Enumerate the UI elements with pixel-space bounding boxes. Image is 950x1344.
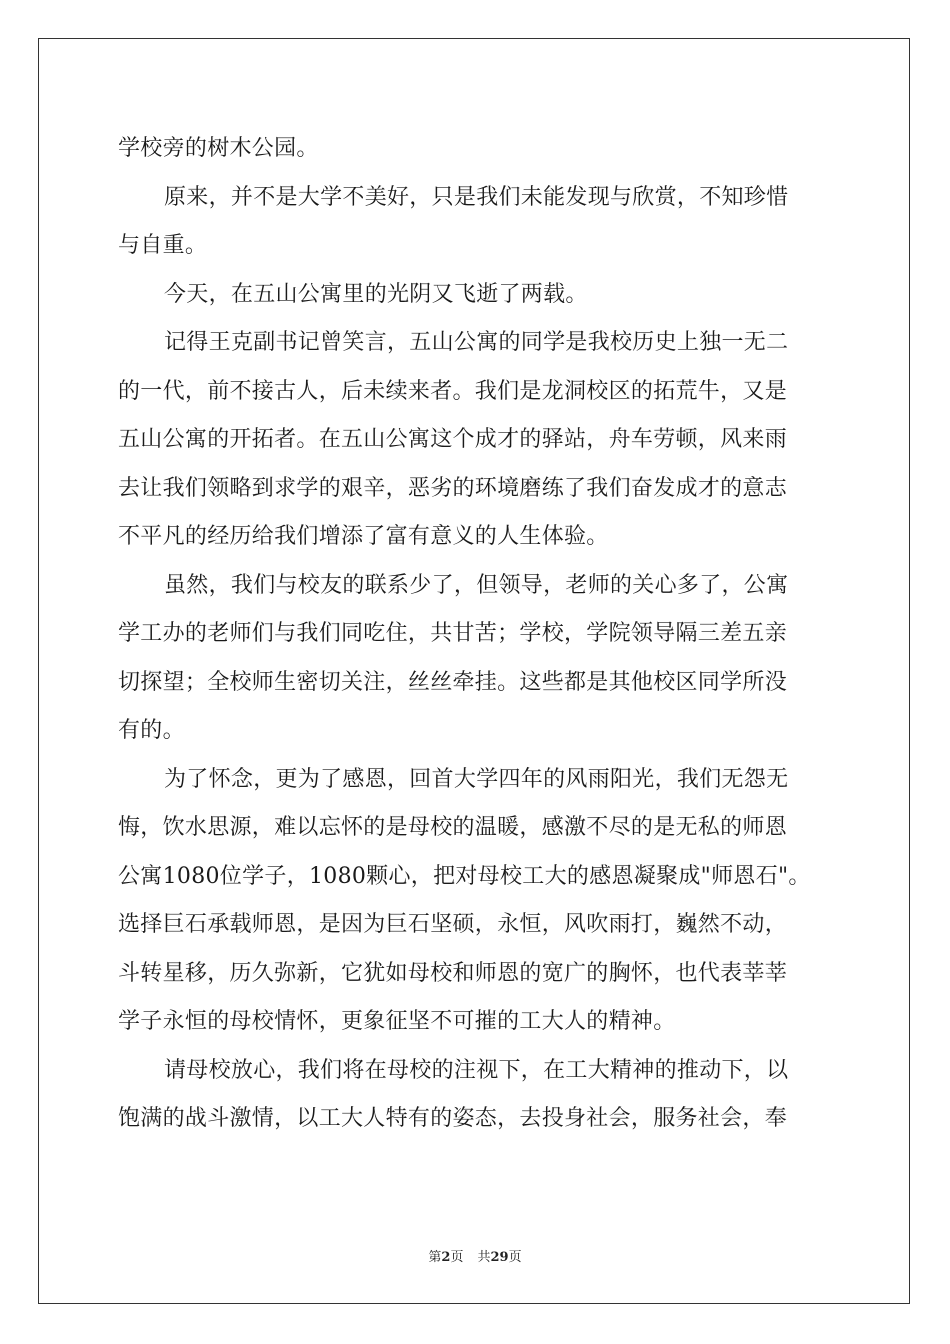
- text-line: 原来，并不是大学不美好，只是我们未能发现与欣赏，不知珍惜: [164, 184, 789, 210]
- text-line: 学工办的老师们与我们同吃住，共甘苦；学校，学院领导隔三差五亲: [118, 621, 788, 646]
- document-body: [118, 125, 830, 1144]
- page-number: 2: [441, 1250, 451, 1265]
- text-line: 的一代，前不接古人，后未续来者。我们是龙洞校区的拓荒牛，又是: [118, 378, 788, 404]
- page-footer: [0, 1246, 950, 1265]
- total-suffix: 页: [508, 1250, 522, 1265]
- text-line: 有的。: [118, 718, 185, 743]
- page-prefix: 第: [428, 1250, 442, 1265]
- total-prefix: 共: [477, 1250, 491, 1265]
- text-line: 为了怀念，更为了感恩，回首大学四年的风雨阳光，我们无怨无: [164, 766, 789, 792]
- page-suffix: 页: [450, 1250, 464, 1265]
- text-line: 学子永恒的母校情怀，更象征坚不可摧的工大人的精神。: [118, 1009, 676, 1034]
- text-line: 虽然，我们与校友的联系少了，但领导，老师的关心多了，公寓: [164, 572, 789, 598]
- text-line: 公寓1080位学子，1080颗心，把对母校工大的感恩凝聚成"师恩石"。: [118, 863, 811, 889]
- text-line: 饱满的战斗激情，以工大人特有的姿态，去投身社会，服务社会，奉: [118, 1106, 788, 1131]
- text-line: 去让我们领略到求学的艰辛，恶劣的环境磨练了我们奋发成才的意志: [118, 475, 788, 501]
- text-line: 切探望；全校师生密切关注，丝丝牵挂。这些都是其他校区同学所没: [118, 669, 788, 695]
- text-line: 与自重。: [118, 233, 208, 258]
- total-pages: 29: [490, 1250, 509, 1265]
- text-line: 请母校放心，我们将在母校的注视下，在工大精神的推动下，以: [164, 1057, 789, 1083]
- text-line: 斗转星移，历久弥新，它犹如母校和师恩的宽广的胸怀，也代表莘莘: [118, 960, 788, 986]
- text-line: 悔，饮水思源，难以忘怀的是母校的温暖，感激不尽的是无私的师恩: [118, 815, 788, 840]
- text-line: 选择巨石承载师恩，是因为巨石坚硕，永恒，风吹雨打，巍然不动，: [118, 912, 788, 937]
- text-line: 记得王克副书记曾笑言，五山公寓的同学是我校历史上独一无二: [164, 330, 789, 355]
- text-line: 今天，在五山公寓里的光阴又飞逝了两载。: [164, 281, 588, 307]
- text-line: 不平凡的经历给我们增添了富有意义的人生体验。: [118, 524, 609, 549]
- text-line: 五山公寓的开拓者。在五山公寓这个成才的驿站，舟车劳顿，风来雨: [118, 427, 788, 452]
- text-line: 学校旁的树木公园。: [118, 136, 319, 161]
